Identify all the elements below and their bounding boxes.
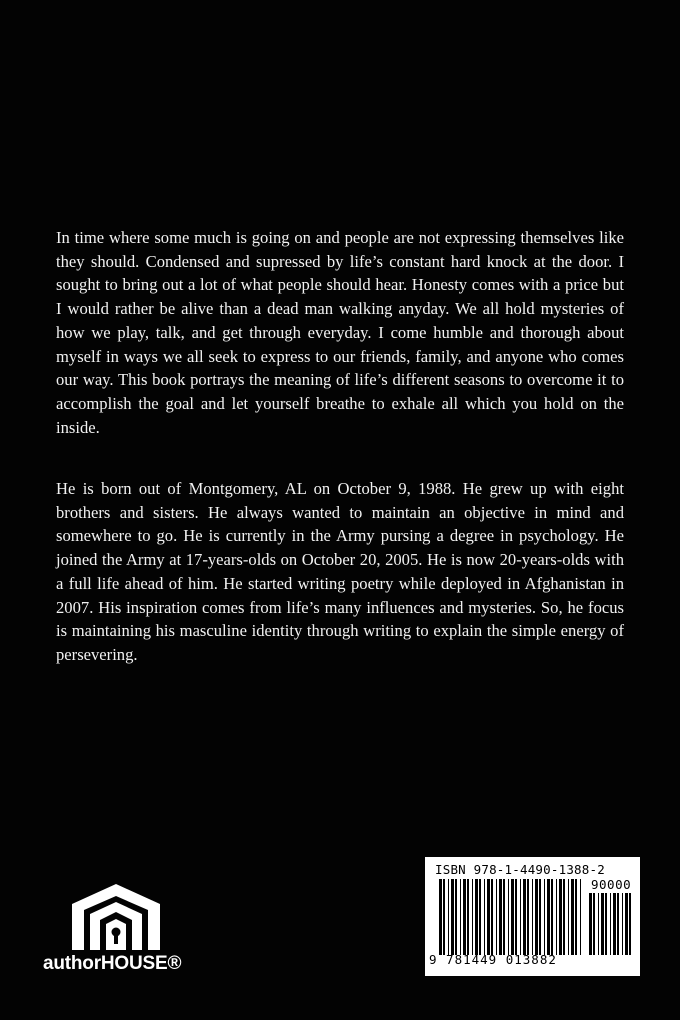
isbn-barcode — [425, 857, 640, 976]
publisher-name: authorHOUSE® — [43, 953, 182, 974]
back-cover-description: In time where some much is going on and people are not expressing themselves like they should. Condensed and supressed by life’s constant hard knock at the door. I sought to bring out a lot of what people should hear. Honesty comes with a price but I would rather be alive than a dead man walking anyday. We all hold mysteries of how we play, talk, and get through everyday. I come humble and thorough about myself in ways we all seek to express to our friends, family, and anyone who comes our way. This book portrays the meaning of life’s different seasons to overcome it to accomplish the goal and let yourself breathe to exhale all which you hold on the inside. — [56, 228, 624, 437]
price-code: 90000 — [591, 877, 632, 892]
ean-digits: 9 781449 013882 — [429, 952, 557, 967]
isbn-label: ISBN 978-1-4490-1388-2 — [435, 862, 605, 877]
publisher-logo — [40, 878, 190, 978]
ean-barcode-bars — [439, 879, 585, 955]
authorhouse-logo-icon — [68, 880, 164, 952]
author-bio: He is born out of Montgomery, AL on October 9, 1988. He grew up with eight brothers and sisters. He always wanted to maintain an objective in mind and somewhere to go. He is currently in the Army pursing a degree in psychology. He joined the Army at 17-years-olds on October 20, 2005. He is now 20-years-olds with a full life ahead of him. He started writing poetry while deployed in Afghanistan in 2007. His inspiration comes from life’s many influences and mysteries. So, he focus is maintaining his masculine identity through writing to explain the simple energy of persevering. — [56, 479, 624, 664]
addon-barcode-bars — [589, 893, 635, 955]
